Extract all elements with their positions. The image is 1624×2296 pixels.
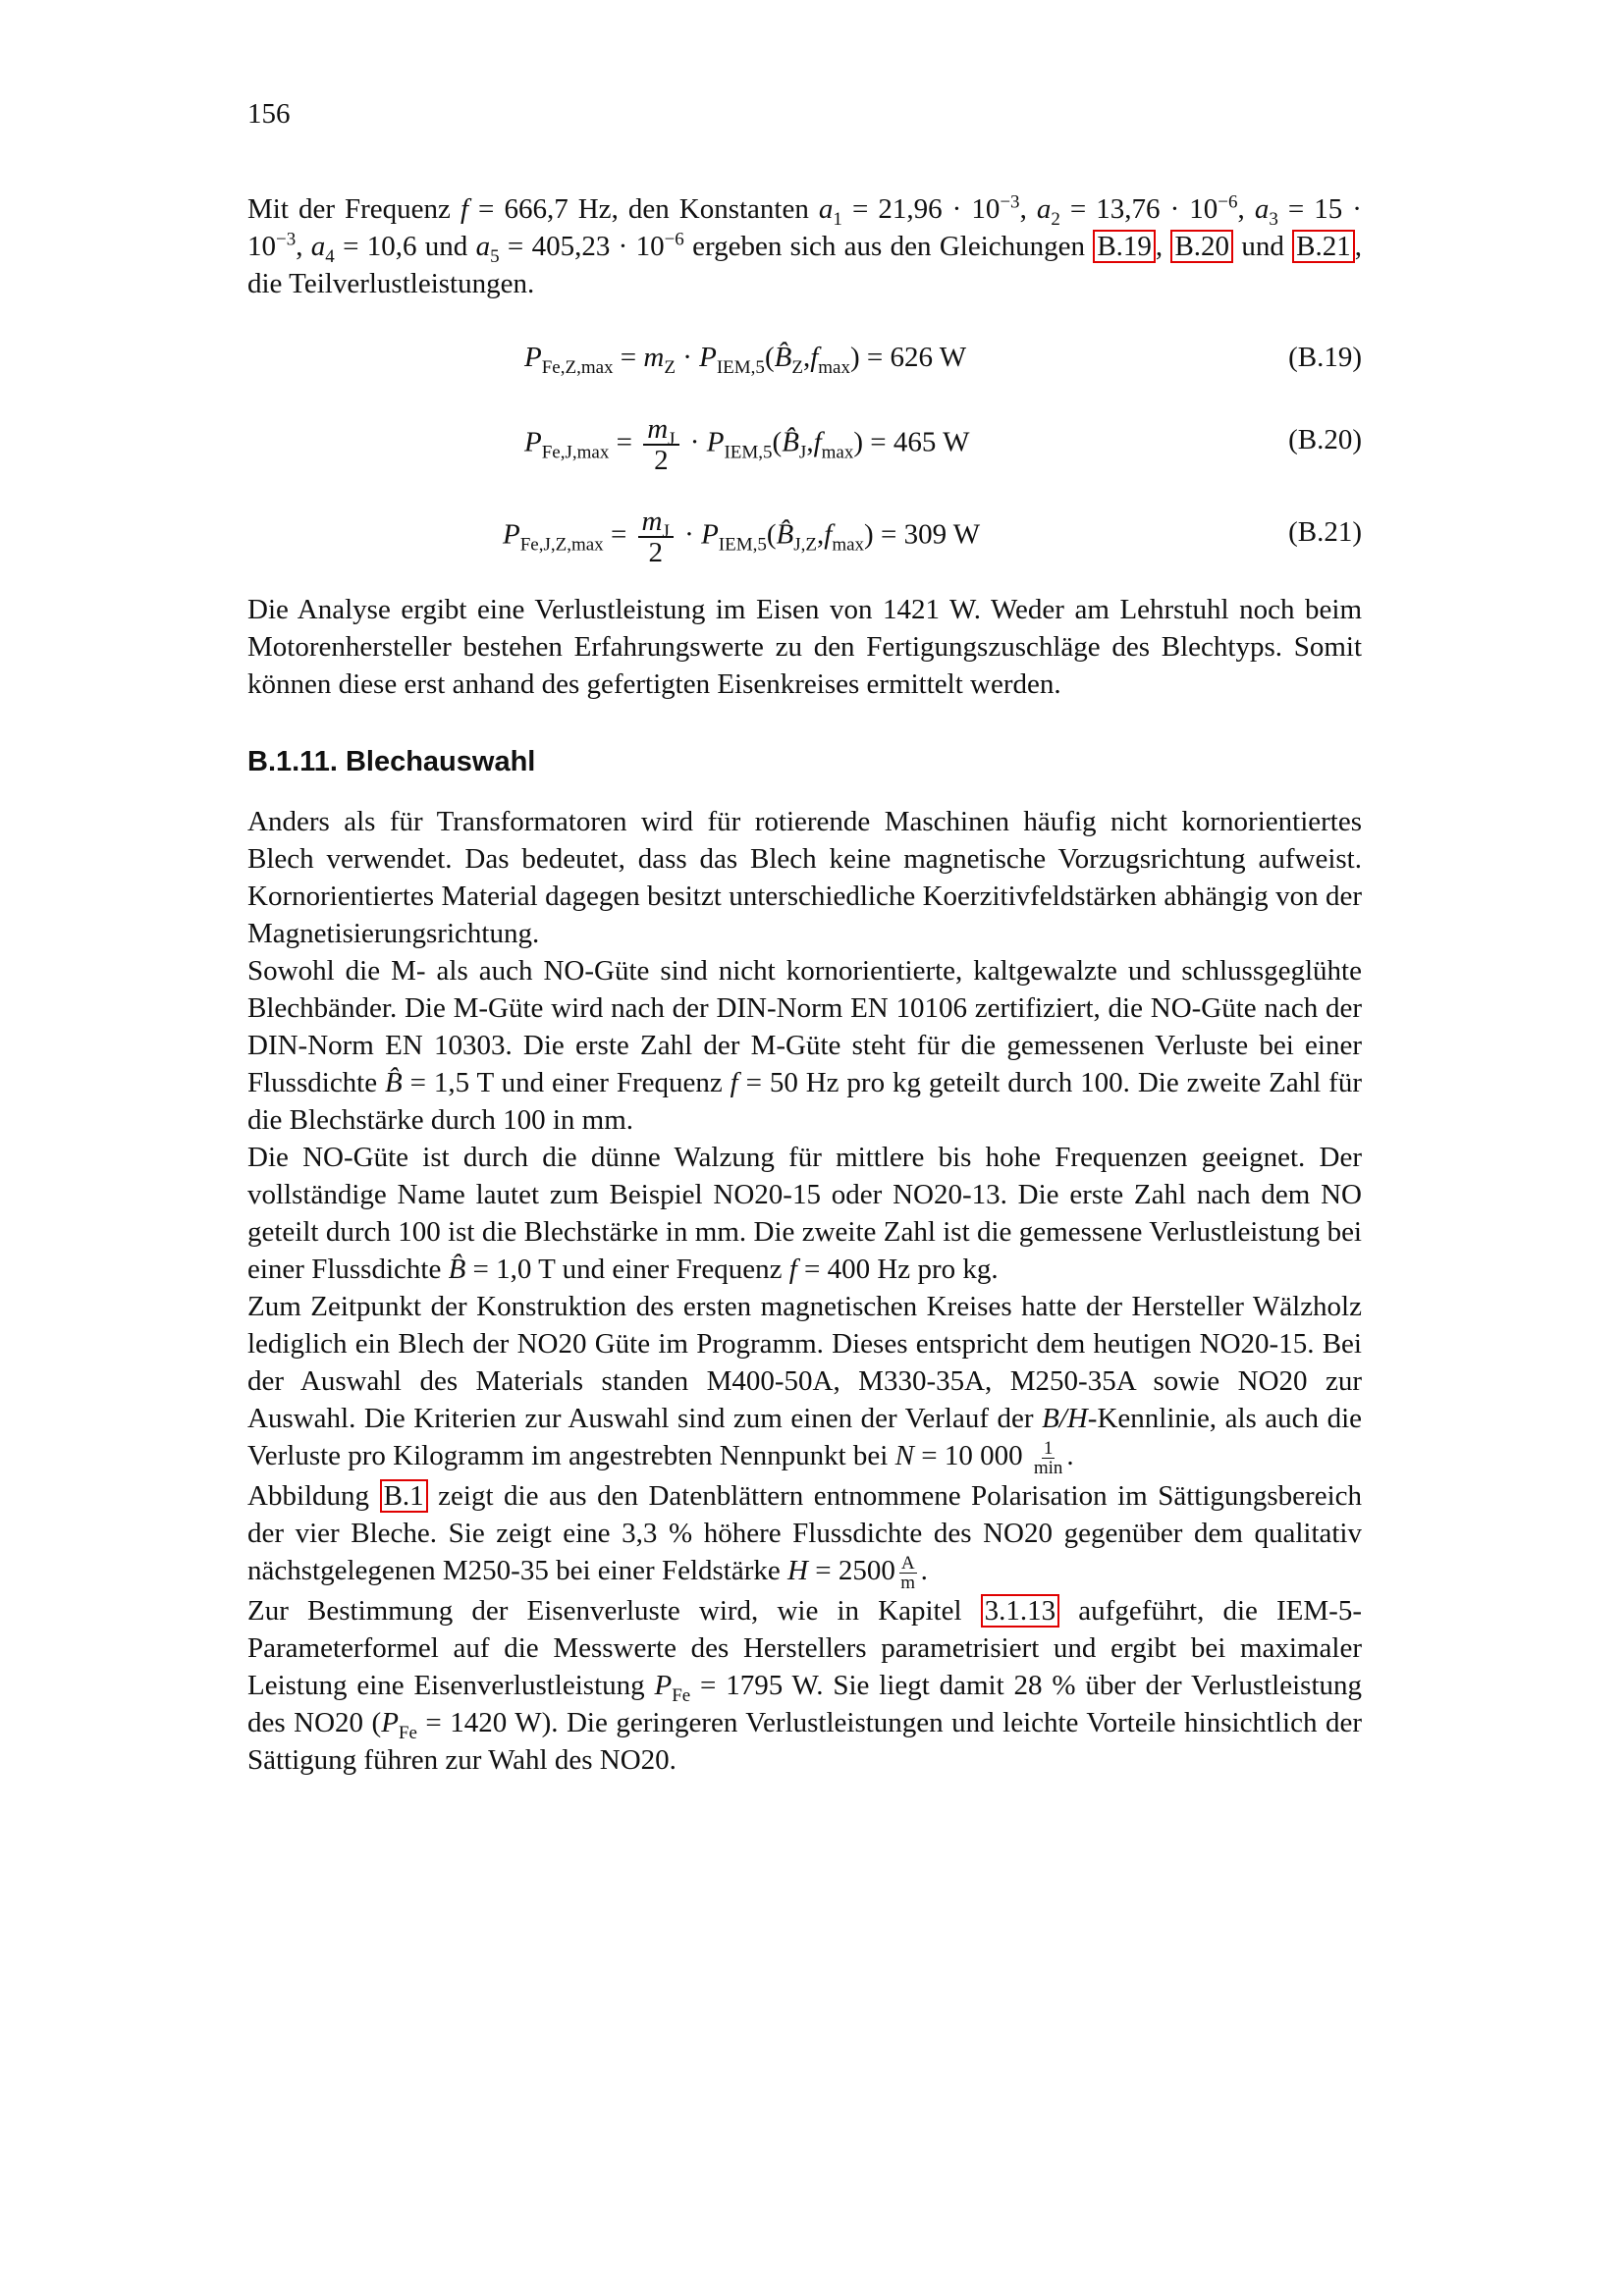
subscript: max: [832, 534, 865, 556]
text: über der Verlustleistung des NO20 (: [247, 1669, 1362, 1738]
math-value: 21,96 · 10: [878, 193, 1001, 225]
text: Die Analyse ergibt eine Verlustleistung im Eisen von: [247, 594, 883, 625]
text: und: [416, 231, 476, 262]
text: aufgeführt, die IEM-5-Parameterformel auf die Messwerte des Herstellers parametrisiert und ergibt bei maximaler Leistung eine Eisenverlustleistung: [247, 1594, 1362, 1701]
math-value: 400 Hz: [827, 1254, 911, 1285]
numerator: A: [900, 1552, 915, 1574]
text: . Weder am Lehrstuhl noch beim Motorenhersteller bestehen Erfahrungswerte zu den Fertigungszuschläge des Blechtyps. Somit können diese erst anhand des gefertigten Eisenkreises ermittelt werden.: [247, 594, 1363, 700]
math-value: 28 %: [1013, 1669, 1076, 1701]
equation-number: (B.19): [1288, 342, 1362, 373]
text: .: [1066, 1440, 1074, 1471]
subscript: J: [798, 442, 807, 463]
equation-result: 465 W: [893, 426, 970, 458]
subscript: IEM,5: [716, 356, 765, 378]
equation-result: 626 W: [890, 342, 967, 373]
text: und einer Frequenz: [493, 1067, 731, 1098]
chapter-link-3-1-13[interactable]: 3.1.13: [981, 1594, 1060, 1628]
fraction: $\frac{m_J}{2}$: [638, 507, 674, 567]
text: . Die zweite Zahl für die Blechstärke durch 100 in: [247, 1067, 1362, 1136]
math-value: mm: [581, 1104, 626, 1136]
denominator: 2: [654, 445, 669, 476]
fraction: [899, 1554, 917, 1592]
denominator: m: [900, 1572, 916, 1593]
text: geteilt durch: [920, 1067, 1081, 1098]
paragraph-2: Sowohl die M- als auch NO-Güte sind nicht kornorientierte, kaltgewalzte und schlussgeglühte Blechbänder. Die M-Güte wird nach der DIN-Norm EN 10106 zertifiziert, die NO-Güte nach der DIN-Norm EN 10303. Die erste Zahl der M-Güte steht für die gemessenen Verluste bei einer Flussdichte B̂ = 1,5 T und einer Frequenz f = 50 Hz pro kg geteilt durch 100. Die zweite Zahl für die Blechstärke durch 100 in mm.: [247, 955, 1362, 1136]
exponent: −6: [664, 229, 684, 250]
subscript: Z: [791, 356, 803, 378]
text: -Kennlinie, als auch die Verluste pro Kilogramm im angestrebten Nennpunkt bei: [247, 1403, 1363, 1471]
subscript: IEM,5: [718, 534, 767, 556]
paragraph-5: Abbildung B.1 zeigt die aus den Datenblättern entnommene Polarisation im Sättigungsbereich der vier Bleche. Sie zeigt eine 3,3 % höhere Flussdichte des NO20 gegenüber dem qualitativ nächstgelegenen M250-35 bei einer Feldstärke H = 2500 $\frac{A}{m}$ .: [247, 1479, 1363, 1593]
equation-link-b20[interactable]: B.20: [1170, 230, 1233, 263]
subscript: IEM,5: [724, 442, 773, 463]
equation-b21: $P_{Fe,J,Z,max}$ = $\frac{m_J}{2}$ · $P_{IEM,5}(B̂_{J,Z},f_{max}) = 309$ W (B.21): [503, 506, 1362, 568]
equation-b19: $P_{Fe,Z,max} = m_Z$ · $P_{IEM,5}(B̂_Z,f_{max}) = 626$ W (B.19): [524, 342, 1362, 378]
analysis-paragraph: [247, 591, 1362, 703]
intro-paragraph: Mit der Frequenz f = 666,7 Hz, den Konstanten $a_1 = 21,96 \cdot 10^{-3}$, $a_2 = 13,76 \cdot 10^{-6}$, $a_3 = 15 \cdot 10^{-3}$, $a_4 = 10,6$ und $a_5 = 405,23 \cdot 10^{-6}$ ergeben sich aus den Gleichungen B.19 , B.20 und B.21 , die Teilverlustleistungen.: [247, 191, 1363, 299]
subscript: max: [821, 442, 854, 463]
paragraph-4: Zum Zeitpunkt der Konstruktion des ersten magnetischen Kreises hatte der Hersteller Wälzholz lediglich ein Blech der NO20 Güte im Programm. Dieses entspricht dem heutigen NO20-15. Bei der Auswahl des Materials standen M400-50A, M330-35A, M250-35A sowie NO20 zur Auswahl. Die Kriterien zur Auswahl sind zum einen der Verlauf der B/H-Kennlinie, als auch die Verluste pro Kilogramm im angestrebten Nennpunkt bei N = 10 000 $\frac{1}{\min}$ .: [247, 1291, 1363, 1478]
denominator: 2: [648, 537, 663, 568]
paragraph-1: Anders als für Transformatoren wird für rotierende Maschinen häufig nicht kornorientiertes Blech verwendet. Das bedeutet, dass das Blech keine magnetische Vorzugsrichtung aufweist. Kornorientiertes Material dagegen besitzt unterschiedliche Koerzitivfeldstärken abhängig von der Magnetisierungsrichtung.: [247, 806, 1362, 949]
page-number: 156: [247, 98, 291, 130]
numerator: 1: [1043, 1437, 1054, 1459]
text: . Die zweite Zahl ist die gemessene Verlustleistung bei einer Flussdichte: [247, 1216, 1362, 1285]
subscript: J: [662, 520, 670, 542]
math-value: 1,5 T: [433, 1067, 494, 1098]
text: .: [991, 1254, 999, 1285]
math-value: mm: [694, 1216, 739, 1248]
equation-number: (B.20): [1288, 424, 1362, 455]
text: Die NO-Güte ist durch die dünne Walzung für mittlere bis hohe Frequenzen geeignet. Der vollständige Name lautet zum Beispiel NO20-15 oder NO20-13. Die erste Zahl nach dem NO geteilt durch 100 ist die Blechstärke in: [247, 1142, 1362, 1248]
subscript: J: [668, 428, 676, 450]
equation-link-b19[interactable]: B.19: [1093, 230, 1156, 263]
text: Abbildung: [247, 1479, 380, 1512]
text: und: [1233, 231, 1293, 262]
text: Mit der Frequenz: [247, 193, 460, 225]
math-value: 50 Hz: [769, 1067, 839, 1098]
math-value: 1795 W: [726, 1669, 817, 1701]
equation-link-b21[interactable]: B.21: [1292, 230, 1355, 263]
figure-link-b1[interactable]: B.1: [380, 1479, 428, 1513]
math-value: 13,76 · 10: [1096, 193, 1218, 225]
text: Zur Bestimmung der Eisenverluste wird, wie in Kapitel: [247, 1594, 981, 1627]
math-value: 10,6: [366, 231, 417, 262]
text: und einer Frequenz: [555, 1254, 789, 1285]
math-value: 1421 W: [883, 594, 974, 625]
math-value: 3,3 %: [622, 1517, 693, 1549]
math-value: 10 000: [944, 1440, 1023, 1471]
equation-result: 309 W: [903, 518, 981, 551]
fraction: [1034, 1439, 1063, 1477]
subscript: Fe,J,max: [541, 442, 610, 463]
text: . Sie liegt damit: [816, 1669, 1014, 1701]
exponent: −3: [1000, 191, 1020, 213]
math-value: kg: [892, 1067, 921, 1098]
text: zeigt die aus den Datenblättern entnommene Polarisation im Sättigungsbereich der vier Bleche. Sie zeigt eine: [247, 1479, 1363, 1549]
text: .: [625, 1104, 634, 1136]
exponent: −3: [276, 229, 297, 250]
text: , den Konstanten: [611, 193, 819, 225]
text: höhere Flussdichte des NO20 gegenüber dem qualitativ nächstgelegenen M250-35 bei einer Feldstärke: [247, 1517, 1362, 1586]
text: ergeben sich aus den Gleichungen: [683, 231, 1094, 262]
math-value: B/H: [1042, 1403, 1088, 1434]
text: Sowohl die M- als auch NO-Güte sind nicht kornorientierte, kaltgewalzte und schlussgeglühte Blechbänder. Die M-Güte wird nach der DIN-Norm EN 10106 zertifiziert, die NO-Güte nach der DIN-Norm EN 10303. Die erste Zahl der M-Güte steht für die gemessenen Verluste bei einer Flussdichte: [247, 955, 1362, 1098]
subscript: Fe,Z,max: [541, 356, 614, 378]
section-heading: B.1.11. Blechauswahl: [247, 746, 536, 777]
exponent: −6: [1218, 191, 1238, 213]
math-value: 1,0 T: [496, 1254, 556, 1285]
text: .: [920, 1554, 928, 1586]
subscript: Z: [664, 356, 676, 378]
math-value: kg: [962, 1254, 992, 1285]
section-body: [247, 803, 1362, 1779]
math-value: 2500: [838, 1554, 895, 1586]
text: pro: [910, 1254, 963, 1285]
denominator: min: [1033, 1457, 1063, 1478]
math-value: 666,7 Hz: [504, 193, 612, 225]
equation-number: (B.21): [1288, 516, 1362, 548]
text: ). Die geringeren Verlustleistungen und leichte Vorteile hinsichtlich der Sättigung führen zur Wahl des NO20.: [247, 1706, 1362, 1776]
subscript: J,Z: [793, 534, 818, 556]
math-value: 1420 W: [450, 1706, 542, 1738]
math-value: 100: [1080, 1067, 1123, 1098]
subscript: Fe,J,Z,max: [519, 534, 604, 556]
text: pro: [839, 1067, 893, 1098]
subscript: max: [818, 356, 850, 378]
text: , die Teilverlustleistungen.: [247, 231, 1363, 299]
text: Zum Zeitpunkt der Konstruktion des ersten magnetischen Kreises hatte der Hersteller Wälzholz lediglich ein Blech der NO20 Güte im Programm. Dieses entspricht dem heutigen NO20-15. Bei der Auswahl des Materials standen M400-50A, M330-35A, M250-35A sowie NO20 zur Auswahl. Die Kriterien zur Auswahl sind zum einen der Verlauf der: [247, 1291, 1362, 1434]
paragraph-3: Die NO-Güte ist durch die dünne Walzung für mittlere bis hohe Frequenzen geeignet. Der vollständige Name lautet zum Beispiel NO20-15 oder NO20-13. Die erste Zahl nach dem NO geteilt durch 100 ist die Blechstärke in mm. Die zweite Zahl ist die gemessene Verlustleistung bei einer Flussdichte B̂ = 1,0 T und einer Frequenz f = 400 Hz pro kg.: [247, 1142, 1362, 1285]
fraction: $\frac{m_J}{2}$: [643, 414, 678, 475]
equation-b20: $P_{Fe,J,max}$ = $\frac{m_J}{2}$ · $P_{IEM,5}(B̂_J,f_{max}) = 465$ W (B.20): [524, 413, 1362, 476]
math-value: 405,23 · 10: [531, 231, 665, 262]
paragraph-6: Zur Bestimmung der Eisenverluste wird, wie in Kapitel 3.1.13 aufgeführt, die IEM-5-Parameterformel auf die Messwerte des Herstellers parametrisiert und ergibt bei maximaler Leistung eine Eisenverlustleistung $P_{Fe} = 1795$ W. Sie liegt damit 28 % über der Verlustleistung des NO20 ($P_{Fe} = 1420$ W). Die geringeren Verlustleistungen und leichte Vorteile hinsichtlich der Sättigung führen zur Wahl des NO20.: [247, 1594, 1362, 1776]
math-value: 15 · 10: [247, 193, 1362, 262]
